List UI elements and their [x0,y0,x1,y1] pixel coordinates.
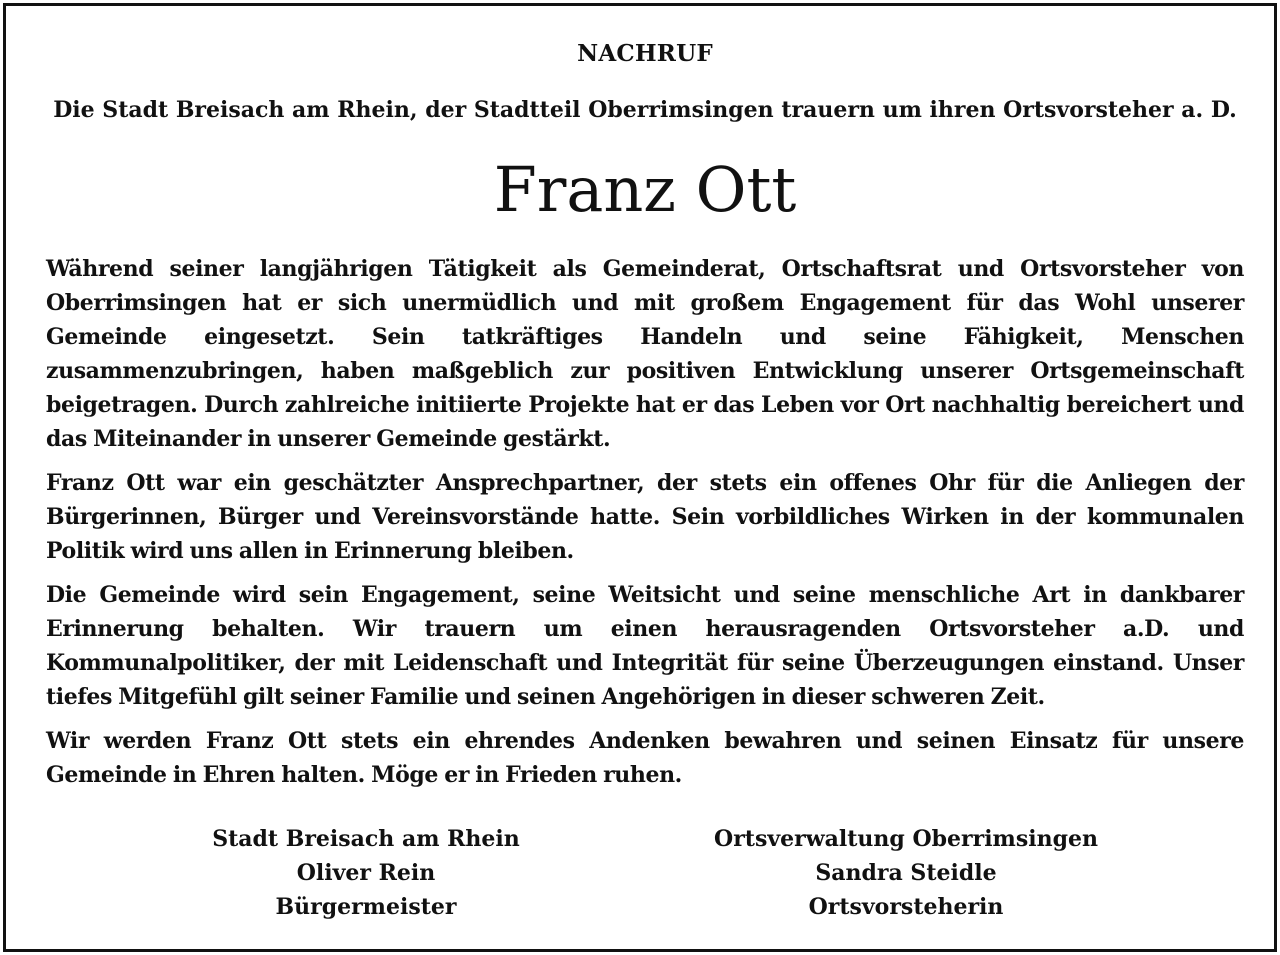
signature-district [666,822,1146,924]
paragraph-remembrance: Die Gemeinde wird sein Engagement, seine Weitsicht und seine menschliche Art in dankbarer Erinnerung behalten. Wir trauern um einen herausragenden Ortsvorsteher a.D. und Kommunalpolitiker, der mit Leidenschaft und Integrität für seine Überzeugungen einstand. Unser tiefes Mitgefühl gilt seiner Familie und seinen Angehörigen in dieser schweren Zeit. [46,582,1244,710]
signature-city-person: Oliver Rein [296,860,436,886]
paragraph-career: Während seiner langjährigen Tätigkeit als Gemeinderat, Ortschaftsrat und Ortsvorsteher von Oberrimsingen hat er sich unermüdlich und mit großem Engagement für das Wohl unserer Gemeinde eingesetzt. Sein tatkräftiges Handeln und seine Fähigkeit, Menschen zusammenzubringen, haben maßgeblich zur positiven Entwicklung unserer Ortsgemeinschaft beigetragen. Durch zahlreiche initiierte Projekte hat er das Leben vor Ort nachhaltig bereichert und das Miteinander in unserer Gemeinde gestärkt. [46,256,1244,452]
notice-heading: NACHRUF [577,40,713,67]
signature-city-org: Stadt Breisach am Rhein [212,826,520,852]
paragraph-contact: Franz Ott war ein geschätzter Ansprechpartner, der stets ein offenes Ohr für die Anliegen der Bürgerinnen, Bürger und Vereinsvorstände hatte. Sein vorbildliches Wirken in der kommunalen Politik wird uns allen in Erinnerung bleiben. [46,470,1244,564]
signature-district-org: Ortsverwaltung Oberrimsingen [714,826,1098,852]
signature-block [46,822,1244,932]
signature-district-role: Ortsvorsteherin [808,894,1004,920]
signature-city-role: Bürgermeister [275,894,457,920]
signature-city [146,822,586,924]
paragraph-farewell: Wir werden Franz Ott stets ein ehrendes Andenken bewahren und seinen Einsatz für unsere Gemeinde in Ehren halten. Möge er in Frieden ruhen. [46,728,1244,788]
deceased-name: Franz Ott [493,153,797,226]
obituary-body [46,252,1244,802]
obituary-frame [3,3,1277,952]
signature-district-person: Sandra Steidle [815,860,997,886]
notice-subtitle: Die Stadt Breisach am Rhein, der Stadtteil Oberrimsingen trauern um ihren Ortsvorsteher a. D. [53,97,1237,123]
